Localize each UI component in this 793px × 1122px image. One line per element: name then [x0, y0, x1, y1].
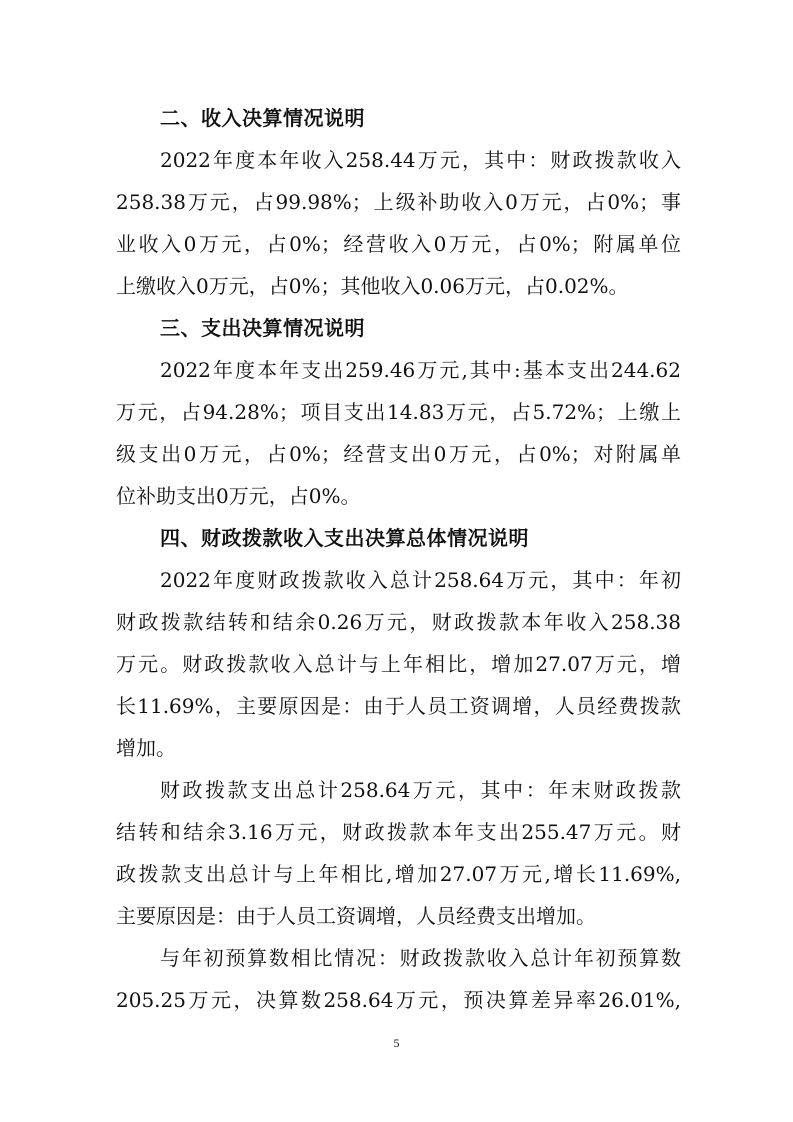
income-line-2: 258.38万元，占99.98%；上级补助收入0万元，占0%；事	[116, 190, 681, 214]
fiscal-p1-line-4: 长11.69%，主要原因是：由于人员工资调增，人员经费拨款	[116, 694, 681, 718]
section-heading-fiscal: 四、财政拨款收入支出决算总体情况说明	[160, 526, 529, 550]
fiscal-p1-line-2: 财政拨款结转和结余0.26万元，财政拨款本年收入258.38	[116, 610, 681, 634]
fiscal-p3-line-2: 205.25万元，决算数258.64万元，预决算差异率26.01%,	[116, 988, 681, 1012]
section-heading-income: 二、收入决算情况说明	[160, 106, 365, 130]
fiscal-p1-line-3: 万元。财政拨款收入总计与上年相比，增加27.07万元，增	[116, 652, 681, 676]
expenditure-line-2: 万元，占94.28%；项目支出14.83万元，占5.72%；上缴上	[116, 400, 681, 424]
fiscal-p2-line-2: 结转和结余3.16万元，财政拨款本年支出255.47万元。财	[116, 820, 681, 844]
fiscal-p2-line-4: 主要原因是：由于人员工资调增，人员经费支出增加。	[116, 904, 596, 928]
income-line-3: 业收入0万元，占0%；经营收入0万元，占0%；附属单位	[116, 232, 681, 256]
fiscal-p2-line-3: 政拨款支出总计与上年相比,增加27.07万元,增长11.69%,	[116, 862, 681, 886]
income-line-4: 上缴收入0万元，占0%；其他收入0.06万元，占0.02%。	[116, 274, 629, 298]
fiscal-p1-line-1: 2022年度财政拨款收入总计258.64万元，其中：年初	[160, 568, 681, 592]
fiscal-p1-line-5: 增加。	[116, 736, 176, 760]
expenditure-line-4: 位补助支出0万元，占0%。	[116, 484, 361, 508]
expenditure-line-3: 级支出0万元，占0%；经营支出0万元，占0%；对附属单	[116, 442, 681, 466]
fiscal-p3-line-1: 与年初预算数相比情况：财政拨款收入总计年初预算数	[160, 946, 681, 970]
fiscal-p2-line-1: 财政拨款支出总计258.64万元，其中：年末财政拨款	[160, 778, 681, 802]
income-line-1: 2022年度本年收入258.44万元，其中：财政拨款收入	[160, 148, 681, 172]
page-number: 5	[393, 1036, 400, 1050]
expenditure-line-1: 2022年度本年支出259.46万元,其中:基本支出244.62	[160, 358, 681, 382]
section-heading-expenditure: 三、支出决算情况说明	[160, 316, 365, 340]
